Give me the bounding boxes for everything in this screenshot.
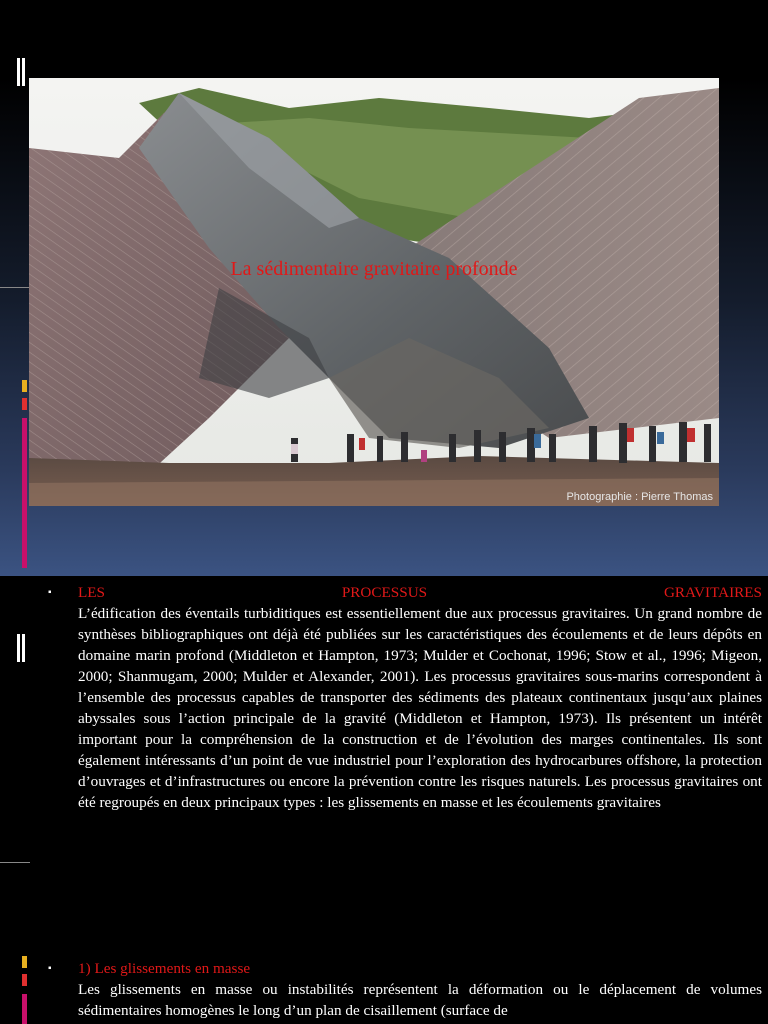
edge-line-decoration <box>0 287 30 288</box>
photo-title: La sédimentaire gravitaire profonde <box>230 258 518 280</box>
section-paragraph: L’édification des éventails turbiditiques est essentiellement due aux processus gravitaires. Un grand nombre de synthèses bibliographiques ont déjà été publiées sur les caractéristiques des écoulements et de leurs dépôts en domaine marin profond (Middleton et Hampton, 1973; Mulder et Cochonat, 1996; Stow et al., 1996; Migeon, 2000; Shanmugam, 2000; Mulder et Alexander, 2001). Les processus gravitaires sous-marins correspondent à l’ensemble des processus capables de transporter des sédiments des plateaux continentaux jusqu’aux plaines abyssales sous l’action principale de la gravité (Middleton et Hampton, 1973). Ils présentent un intérêt important pour la compréhension de la construction et de l’évolution des marges continentales. Ils sont également intéressants d’un point de vue industriel pour l’exploration des hydrocarbures offshore, la protection d’ouvrages et d’infrastructures ou encore la prévention contre les risques naturels. Les processus gravitaires ont été regroupés en deux principaux types : les glissements en masse et les écoulements gravitaires <box>78 605 762 811</box>
edge-line-decoration <box>0 862 30 863</box>
section-heading: 1) Les glissements en masse <box>78 960 251 977</box>
heading-word: GRAVITAIRES <box>663 584 762 601</box>
section-paragraph: Les glissements en masse ou instabilités représentent la déformation ou le déplacement de volumes sédimentaires homogènes le long d’un plan de cisaillement (surface de <box>78 981 762 1019</box>
edge-accent-red <box>22 398 27 410</box>
edge-accent-magenta <box>22 418 27 568</box>
section-processus-gravitaires <box>50 582 762 813</box>
slide-2 <box>0 576 768 1024</box>
photo-credit: Photographie : Pierre Thomas <box>566 491 713 503</box>
edge-accent-yellow <box>22 956 27 968</box>
heading-word: LES <box>78 584 106 601</box>
bullet-icon: ▪ <box>48 963 52 974</box>
heading-word: PROCESSUS <box>341 584 428 601</box>
edge-accent-yellow <box>22 380 27 392</box>
edge-bars-decoration <box>17 634 31 662</box>
section-heading <box>50 582 762 603</box>
section-glissements-en-masse <box>50 958 762 1021</box>
folded-strata-image <box>29 78 719 506</box>
edge-accent-magenta <box>22 994 27 1024</box>
bullet-icon: ▪ <box>48 587 52 598</box>
edge-accent-red <box>22 974 27 986</box>
geology-photo <box>29 78 719 506</box>
